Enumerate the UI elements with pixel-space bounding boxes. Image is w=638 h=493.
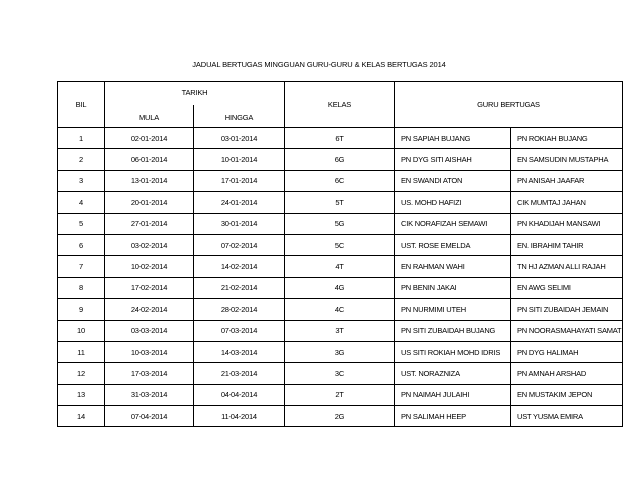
cell-hingga: 07-02-2014 — [194, 234, 285, 255]
table-row — [58, 363, 623, 384]
cell-bil: 6 — [58, 234, 105, 255]
cell-kelas: 6C — [285, 170, 395, 191]
header-kelas: KELAS — [285, 82, 395, 128]
cell-bil: 9 — [58, 299, 105, 320]
cell-hingga: 03-01-2014 — [194, 128, 285, 149]
header-bil: BIL — [58, 82, 105, 128]
cell-kelas: 5T — [285, 192, 395, 213]
cell-kelas: 6T — [285, 128, 395, 149]
cell-mula: 10-02-2014 — [105, 256, 194, 277]
cell-kelas: 2T — [285, 384, 395, 405]
cell-guru-1: PN NAIMAH JULAIHI — [395, 384, 511, 405]
cell-mula: 24-02-2014 — [105, 299, 194, 320]
cell-hingga: 21-02-2014 — [194, 277, 285, 298]
cell-kelas: 2G — [285, 406, 395, 427]
cell-guru-2: PN SITI ZUBAIDAH JEMAIN — [511, 299, 623, 320]
page-title: JADUAL BERTUGAS MINGGUAN GURU-GURU & KELAS BERTUGAS 2014 — [192, 60, 446, 69]
cell-guru-2: PN AMNAH ARSHAD — [511, 363, 623, 384]
schedule-rows — [58, 128, 623, 427]
cell-guru-2: EN SAMSUDIN MUSTAPHA — [511, 149, 623, 170]
cell-guru-1: CIK NORAFIZAH SEMAWI — [395, 213, 511, 234]
cell-hingga: 24-01-2014 — [194, 192, 285, 213]
cell-bil: 10 — [58, 320, 105, 341]
cell-bil: 12 — [58, 363, 105, 384]
cell-guru-1: EN SWANDI ATON — [395, 170, 511, 191]
cell-bil: 2 — [58, 149, 105, 170]
cell-hingga: 28-02-2014 — [194, 299, 285, 320]
cell-guru-1: UST. NORAZNIZA — [395, 363, 511, 384]
cell-guru-1: EN RAHMAN WAHI — [395, 256, 511, 277]
table-row — [58, 277, 623, 298]
cell-guru-1: PN SITI ZUBAIDAH BUJANG — [395, 320, 511, 341]
table-row — [58, 170, 623, 191]
cell-mula: 07-04-2014 — [105, 406, 194, 427]
cell-bil: 1 — [58, 128, 105, 149]
cell-guru-1: PN NURMIMI UTEH — [395, 299, 511, 320]
cell-mula: 13-01-2014 — [105, 170, 194, 191]
cell-mula: 17-02-2014 — [105, 277, 194, 298]
cell-kelas: 3C — [285, 363, 395, 384]
cell-guru-1: PN BENIN JAKAI — [395, 277, 511, 298]
cell-guru-2: PN NOORASMAHAYATI SAMAT — [511, 320, 623, 341]
cell-guru-2: PN ANISAH JAAFAR — [511, 170, 623, 191]
table-row — [58, 320, 623, 341]
cell-guru-2: EN MUSTAKIM JEPON — [511, 384, 623, 405]
cell-guru-1: US. MOHD HAFIZI — [395, 192, 511, 213]
cell-kelas: 4G — [285, 277, 395, 298]
cell-guru-2: TN HJ AZMAN ALLI RAJAH — [511, 256, 623, 277]
duty-schedule-table — [57, 81, 623, 427]
cell-hingga: 10-01-2014 — [194, 149, 285, 170]
header-mula: MULA — [105, 105, 194, 128]
cell-bil: 14 — [58, 406, 105, 427]
table-row — [58, 384, 623, 405]
cell-kelas: 5G — [285, 213, 395, 234]
cell-mula: 31-03-2014 — [105, 384, 194, 405]
header-tarikh: TARIKH — [105, 82, 285, 106]
table-row — [58, 213, 623, 234]
table-row — [58, 256, 623, 277]
cell-kelas: 6G — [285, 149, 395, 170]
cell-hingga: 21-03-2014 — [194, 363, 285, 384]
cell-guru-2: EN AWG SELIMI — [511, 277, 623, 298]
table-row — [58, 406, 623, 427]
cell-mula: 20-01-2014 — [105, 192, 194, 213]
cell-guru-1: PN SAPIAH BUJANG — [395, 128, 511, 149]
cell-mula: 27-01-2014 — [105, 213, 194, 234]
cell-guru-1: PN DYG SITI AISHAH — [395, 149, 511, 170]
cell-mula: 17-03-2014 — [105, 363, 194, 384]
cell-hingga: 04-04-2014 — [194, 384, 285, 405]
cell-bil: 3 — [58, 170, 105, 191]
table-row — [58, 234, 623, 255]
cell-guru-2: UST YUSMA EMIRA — [511, 406, 623, 427]
cell-guru-2: CIK MUMTAJ JAHAN — [511, 192, 623, 213]
cell-guru-2: PN DYG HALIMAH — [511, 341, 623, 362]
cell-bil: 13 — [58, 384, 105, 405]
cell-hingga: 14-02-2014 — [194, 256, 285, 277]
cell-bil: 11 — [58, 341, 105, 362]
cell-bil: 5 — [58, 213, 105, 234]
cell-hingga: 11-04-2014 — [194, 406, 285, 427]
cell-guru-2: EN. IBRAHIM TAHIR — [511, 234, 623, 255]
cell-guru-2: PN ROKIAH BUJANG — [511, 128, 623, 149]
header-hingga: HINGGA — [194, 105, 285, 128]
cell-kelas: 3T — [285, 320, 395, 341]
cell-guru-2: PN KHADIJAH MANSAWI — [511, 213, 623, 234]
cell-hingga: 14-03-2014 — [194, 341, 285, 362]
cell-mula: 03-02-2014 — [105, 234, 194, 255]
cell-bil: 7 — [58, 256, 105, 277]
cell-kelas: 4T — [285, 256, 395, 277]
cell-kelas: 4C — [285, 299, 395, 320]
cell-hingga: 07-03-2014 — [194, 320, 285, 341]
cell-bil: 4 — [58, 192, 105, 213]
header-guru-bertugas: GURU BERTUGAS — [395, 82, 623, 128]
cell-mula: 03-03-2014 — [105, 320, 194, 341]
cell-guru-1: US SITI ROKIAH MOHD IDRIS — [395, 341, 511, 362]
cell-mula: 02-01-2014 — [105, 128, 194, 149]
cell-mula: 06-01-2014 — [105, 149, 194, 170]
cell-guru-1: UST. ROSE EMELDA — [395, 234, 511, 255]
cell-mula: 10-03-2014 — [105, 341, 194, 362]
table-row — [58, 149, 623, 170]
table-row — [58, 192, 623, 213]
cell-kelas: 3G — [285, 341, 395, 362]
table-row — [58, 299, 623, 320]
table-row — [58, 341, 623, 362]
cell-kelas: 5C — [285, 234, 395, 255]
table-row — [58, 128, 623, 149]
cell-guru-1: PN SALIMAH HEEP — [395, 406, 511, 427]
cell-hingga: 30-01-2014 — [194, 213, 285, 234]
cell-hingga: 17-01-2014 — [194, 170, 285, 191]
cell-bil: 8 — [58, 277, 105, 298]
